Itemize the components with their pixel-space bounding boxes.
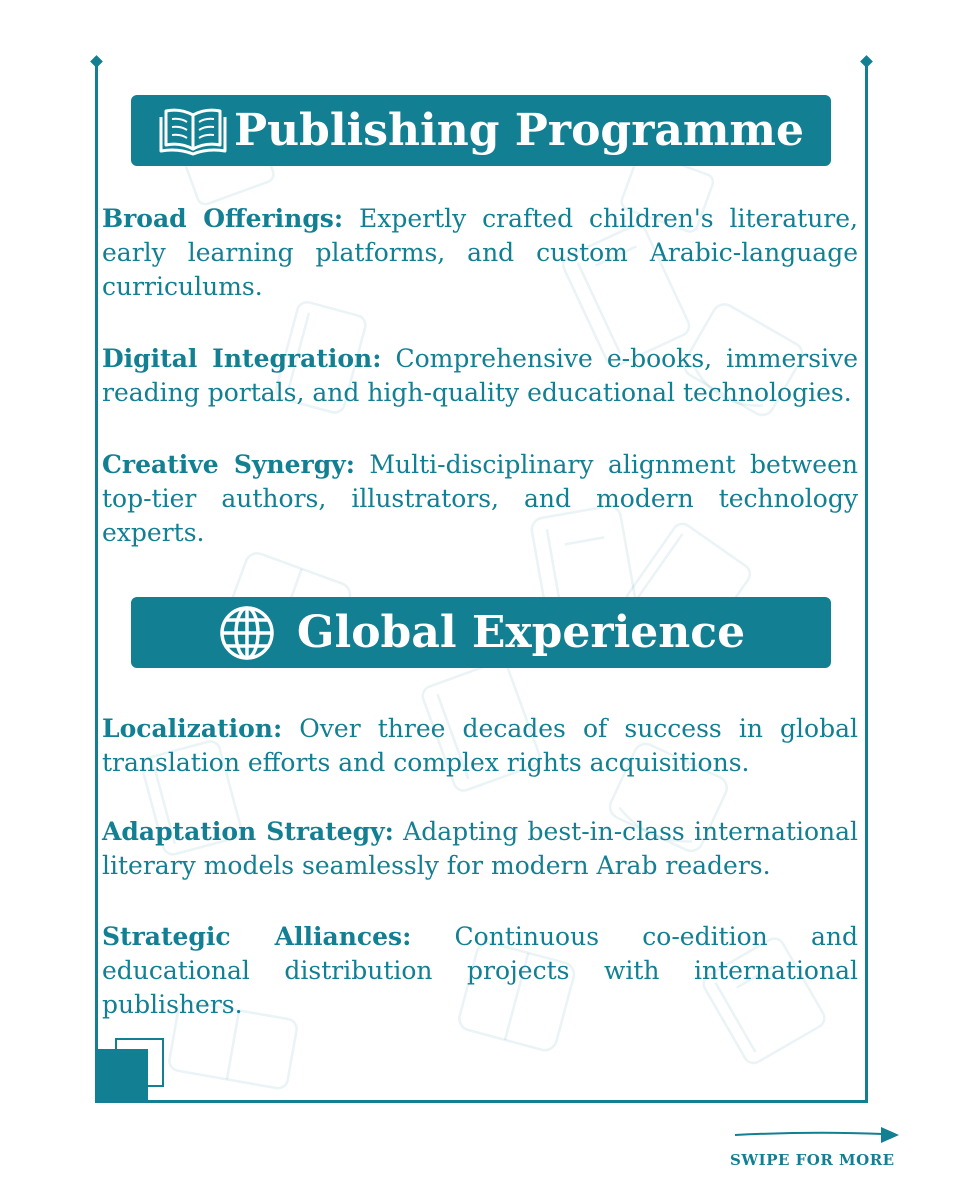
- frame-left-line: [95, 62, 98, 1103]
- paragraph-strategic-alliances: [102, 920, 858, 1022]
- paragraph-label: Adaptation Strategy:: [102, 817, 394, 846]
- paragraph-creative-synergy: [102, 448, 858, 550]
- paragraph-text: Multi-disciplinary alignment between top-tier authors, illustrators, and modern technology experts.: [102, 450, 858, 547]
- section-title-global: Global Experience: [296, 607, 746, 658]
- paragraph-broad-offerings: [102, 202, 858, 304]
- frame-bottom-line: [95, 1100, 868, 1103]
- paragraph-label: Localization:: [102, 714, 283, 743]
- paragraph-label: Broad Offerings:: [102, 204, 344, 233]
- paragraph-label: Creative Synergy:: [102, 450, 355, 479]
- section-title-publishing: Publishing Programme: [233, 105, 804, 156]
- paragraph-text: Adapting best-in-class international literary models seamlessly for modern Arab readers.: [102, 817, 858, 880]
- section-title-bar-global: [131, 597, 831, 668]
- paragraph-label: Digital Integration:: [102, 344, 382, 373]
- paragraph-text: Expertly crafted children's literature, early learning platforms, and custom Arabic-language curriculums.: [102, 204, 858, 301]
- section-title-bar-publishing: [131, 95, 831, 166]
- paragraph-text: Over three decades of success in global translation efforts and complex rights acquisitions.: [102, 714, 858, 777]
- paragraph-localization: [102, 712, 858, 780]
- paragraph-text: Continuous co-edition and educational distribution projects with international publishers.: [102, 922, 858, 1019]
- corner-filled-square: [95, 1049, 148, 1101]
- globe-icon: [217, 603, 277, 663]
- frame-right-line: [865, 62, 868, 1103]
- paragraph-adaptation-strategy: [102, 815, 858, 883]
- open-book-icon: [158, 105, 228, 157]
- swipe-for-more-label[interactable]: SWIPE FOR MORE: [730, 1151, 895, 1169]
- paragraph-text: Comprehensive e-books, immersive reading portals, and high-quality educational technologies.: [102, 344, 858, 407]
- paragraph-label: Strategic Alliances:: [102, 922, 412, 951]
- paragraph-digital-integration: [102, 342, 858, 410]
- arrow-right-icon[interactable]: [733, 1124, 901, 1146]
